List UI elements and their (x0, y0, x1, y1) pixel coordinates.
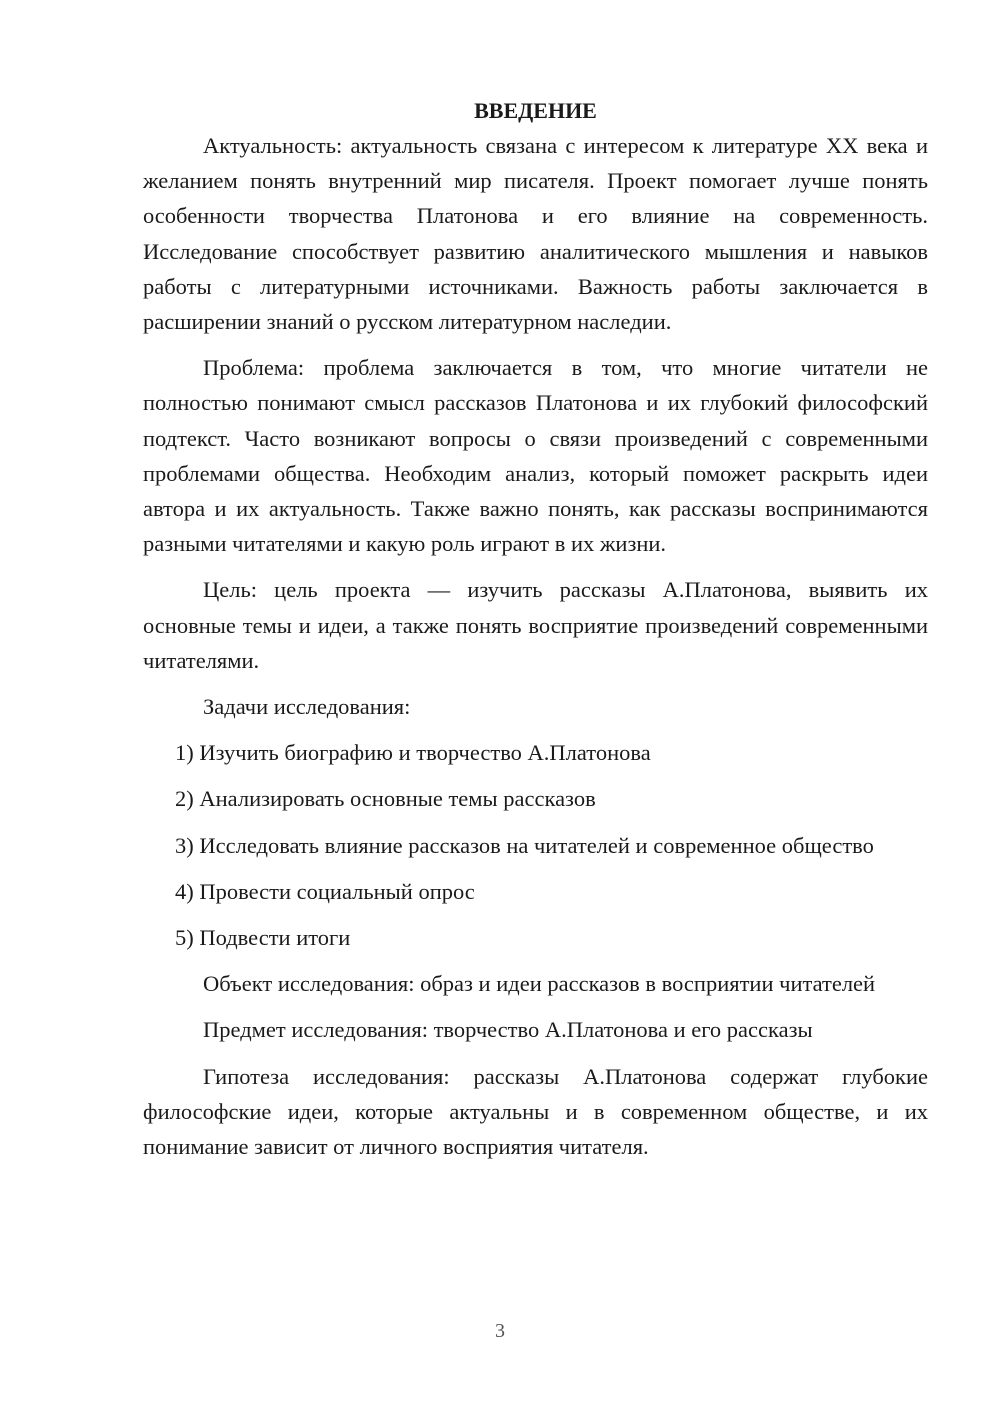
object-paragraph: Объект исследования: образ и идеи рассказов в восприятии читателей (203, 971, 876, 997)
subject-paragraph: Предмет исследования: творчество А.Платонова и его рассказы (203, 1017, 813, 1043)
task-item: 1) Изучить биографию и творчество А.Платонова (175, 740, 651, 766)
section-heading: ВВЕДЕНИЕ (474, 98, 597, 123)
hypothesis-paragraph: Гипотеза исследования: рассказы А.Платонова содержат глубокие философские идеи, которые актуальны и в современном обществе, и их понимание зависит от личного восприятия читателя. (143, 1063, 928, 1160)
task-item: 4) Провести социальный опрос (175, 878, 475, 904)
task-item: 5) Подвести итоги (175, 925, 351, 951)
task-item: 3) Исследовать влияние рассказов на читателей и современное общество (175, 832, 874, 858)
task-item: 2) Анализировать основные темы рассказов (175, 786, 596, 812)
problem-paragraph: Проблема: проблема заключается в том, что многие читатели не полностью понимают смысл рассказов Платонова и их глубокий философский подтекст. Часто возникают вопросы о связи произведений с современными проблемами общества. Необходим анализ, который поможет раскрыть идеи автора и их актуальность. Также важно понять, как рассказы воспринимаются разными читателями и какую роль играют в их жизни. (143, 355, 928, 557)
tasks-title: Задачи исследования: (203, 694, 411, 720)
document-page (143, 94, 928, 1164)
goal-paragraph: Цель: цель проекта — изучить рассказы А.Платонова, выявить их основные темы и идеи, а также понять восприятие произведений современными читателями. (143, 577, 928, 673)
relevance-paragraph: Актуальность: актуальность связана с интересом к литературе XX века и желанием понять внутренний мир писателя. Проект помогает лучше понять особенности творчества Платонова и его влияние на современность. Исследование способствует развитию аналитического мышления и навыков работы с литературными источниками. Важность работы заключается в расширении знаний о русском литературном наследии. (143, 133, 928, 335)
page-number: 3 (495, 1320, 505, 1342)
